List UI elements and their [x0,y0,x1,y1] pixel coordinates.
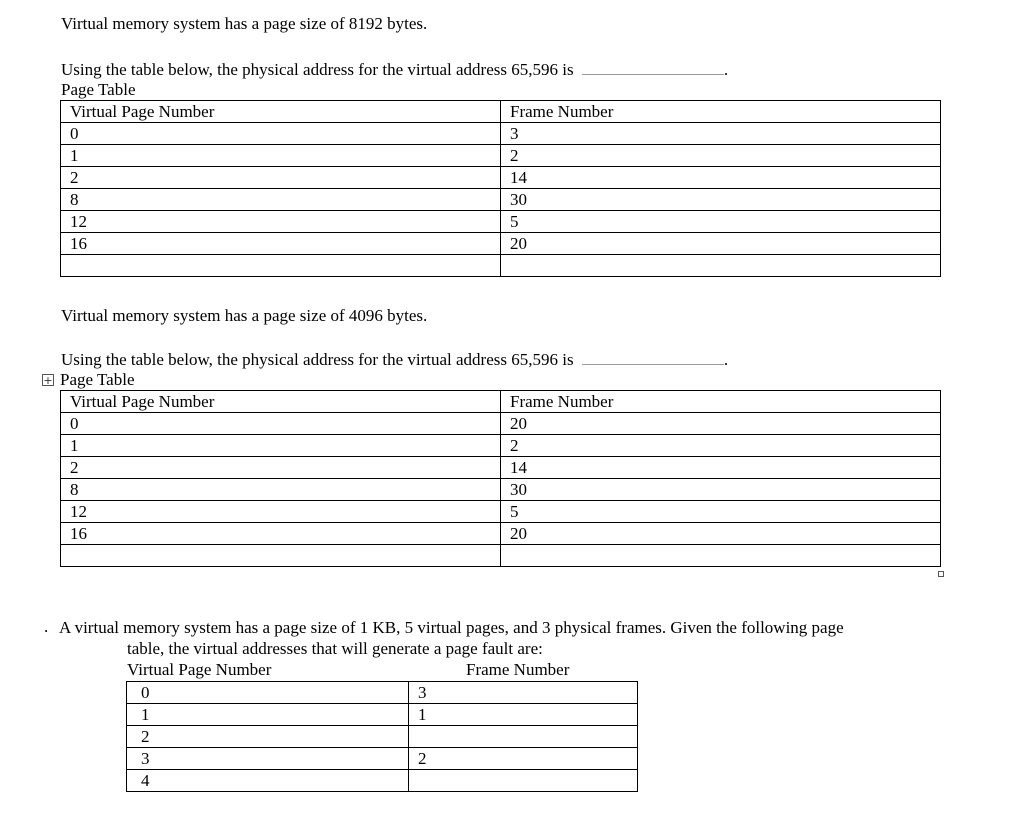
table-row [61,545,941,567]
frame-cell: 5 [501,211,941,233]
table-row [127,748,638,770]
vpn-cell: 2 [127,726,409,748]
table-row [127,770,638,792]
vpn-cell: 1 [61,435,501,457]
section2-intro: Virtual memory system has a page size of 4096 bytes. [61,306,428,325]
table-row [61,233,941,255]
section2-question-end: . [723,350,729,369]
table-row [61,123,941,145]
section2-question [61,350,728,370]
section2-question-text: Using the table below, the physical address for the virtual address 65,596 is [61,350,574,369]
table-row [61,523,941,545]
frame-cell: 20 [501,413,941,435]
frame-cell [409,770,638,792]
vpn-cell: 12 [61,211,501,233]
frame-cell: 1 [409,704,638,726]
vpn-cell: 0 [127,682,409,704]
section2-table-title: Page Table [60,370,135,389]
header-virtual-page-number: Virtual Page Number [61,101,501,123]
table-row [61,145,941,167]
frame-cell: 5 [501,501,941,523]
vpn-cell: 12 [61,501,501,523]
vpn-cell: 8 [61,189,501,211]
vpn-cell: 16 [61,233,501,255]
frame-cell: 2 [501,435,941,457]
section1-intro: Virtual memory system has a page size of 8192 bytes. [61,14,428,33]
section2-page-table [60,390,941,567]
section3-list-marker: . [44,617,49,636]
table-row [61,189,941,211]
table-row [61,479,941,501]
frame-cell [501,545,941,567]
table-row [127,726,638,748]
frame-cell: 14 [501,457,941,479]
vpn-cell: 0 [61,413,501,435]
table-resize-handle[interactable] [938,571,944,577]
vpn-cell: 1 [61,145,501,167]
vpn-cell: 8 [61,479,501,501]
frame-cell: 3 [501,123,941,145]
table-row [127,704,638,726]
vpn-cell: 16 [61,523,501,545]
header-frame-number: Frame Number [501,391,941,413]
vpn-cell: 3 [127,748,409,770]
section1-table-title: Page Table [61,80,136,99]
section2-answer-blank[interactable] [582,350,724,365]
table-header-row [61,391,941,413]
frame-cell: 30 [501,189,941,211]
section1-question-text: Using the table below, the physical address for the virtual address 65,596 is [61,60,574,79]
table-row [61,413,941,435]
frame-cell: 2 [501,145,941,167]
vpn-cell [61,545,501,567]
frame-cell [409,726,638,748]
vpn-cell: 4 [127,770,409,792]
vpn-cell: 2 [61,167,501,189]
header-virtual-page-number: Virtual Page Number [61,391,501,413]
header-frame-number: Frame Number [501,101,941,123]
vpn-cell: 0 [61,123,501,145]
table-row [61,501,941,523]
table-row [61,167,941,189]
table-move-handle-icon[interactable]: + [43,374,53,387]
section1-answer-blank[interactable] [582,60,724,75]
section1-question [61,60,728,80]
section1-page-table [60,100,941,277]
table-row [61,435,941,457]
vpn-cell: 1 [127,704,409,726]
section3-header-vpn: Virtual Page Number [127,660,272,679]
table-row [61,457,941,479]
section3-question-line2: table, the virtual addresses that will generate a page fault are: [127,639,543,658]
frame-cell: 30 [501,479,941,501]
section3-page-table [126,681,638,792]
table-row [127,682,638,704]
vpn-cell [61,255,501,277]
frame-cell [501,255,941,277]
table-row [61,255,941,277]
frame-cell: 2 [409,748,638,770]
frame-cell: 20 [501,523,941,545]
frame-cell: 14 [501,167,941,189]
frame-cell: 20 [501,233,941,255]
section1-question-end: . [723,60,729,79]
frame-cell: 3 [409,682,638,704]
table-row [61,211,941,233]
vpn-cell: 2 [61,457,501,479]
table-header-row [61,101,941,123]
section3-header-frame: Frame Number [466,660,570,679]
section3-question-line1: A virtual memory system has a page size of 1 KB, 5 virtual pages, and 3 physical frames. Given the following page [59,618,844,637]
